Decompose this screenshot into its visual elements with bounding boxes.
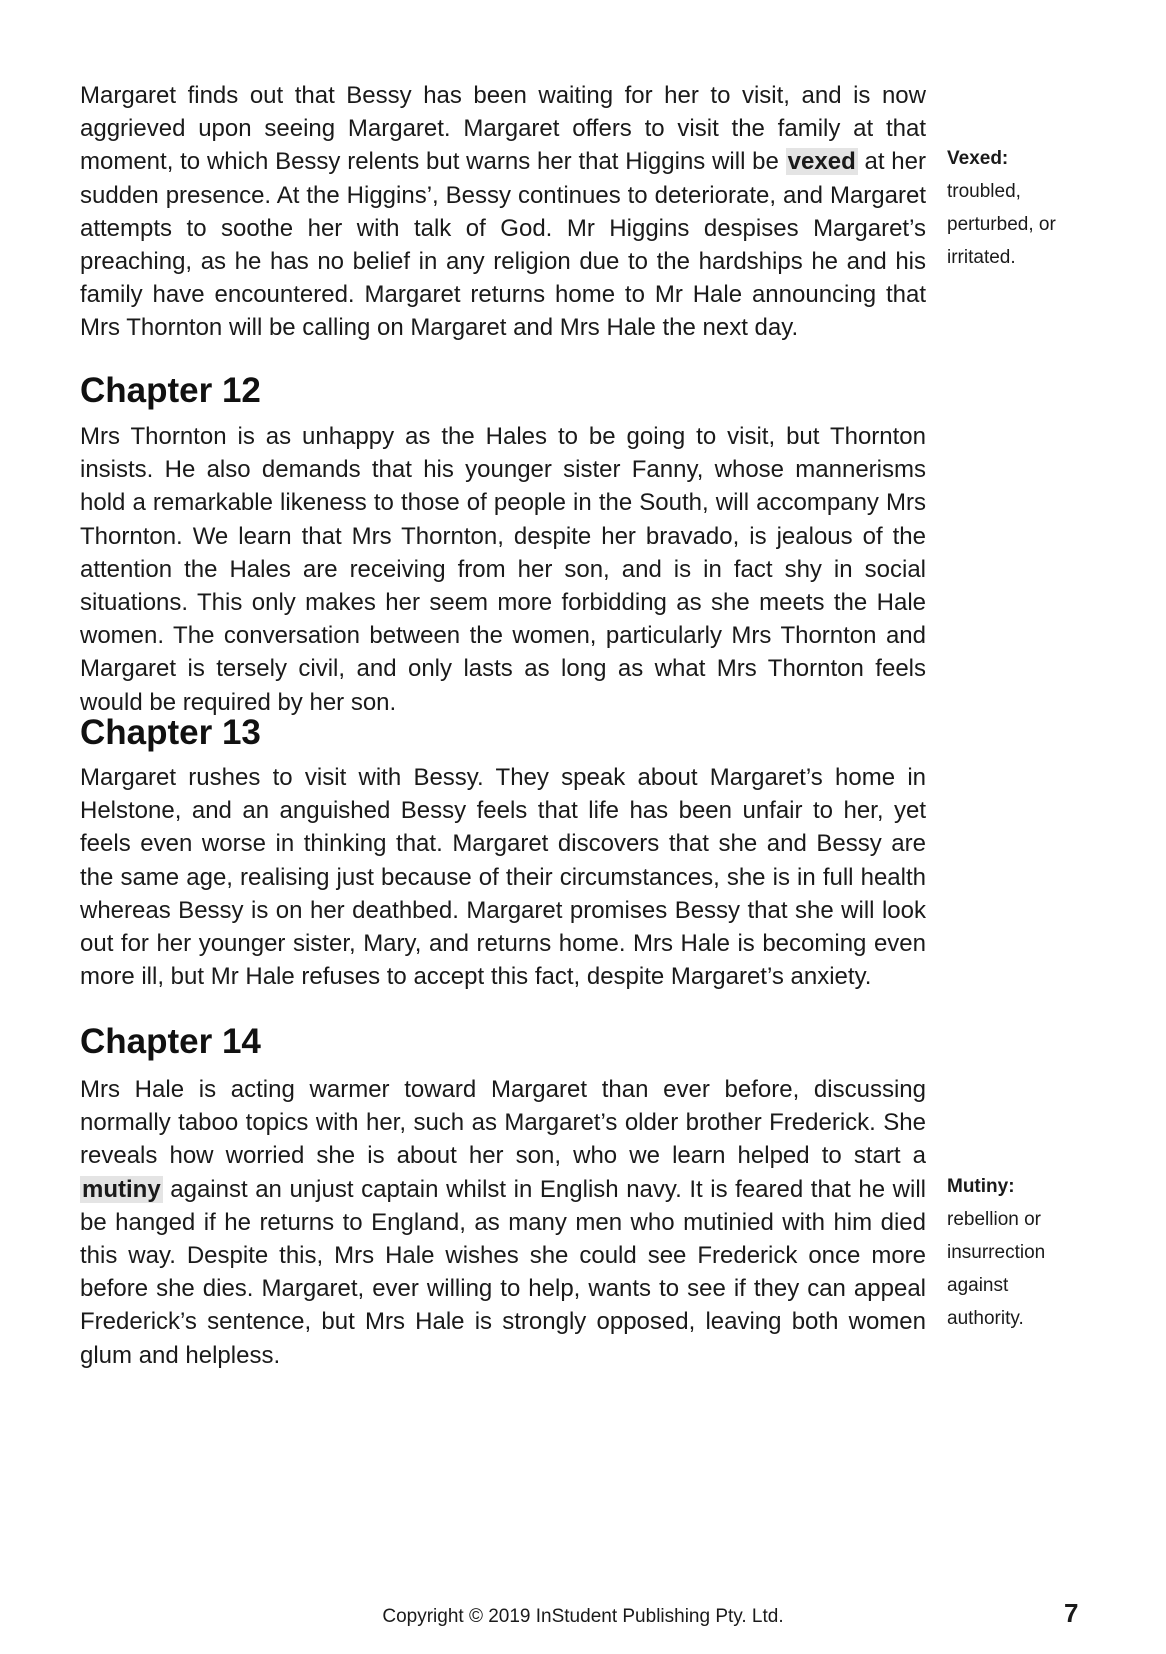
glossary-definition: rebellion or insurrection against authority. [947, 1209, 1046, 1329]
intro-section [80, 79, 926, 345]
glossary-term: Vexed: [947, 148, 1009, 169]
glossary-definition: troubled, perturbed, or irritated. [947, 181, 1056, 268]
glossary-term: Mutiny: [947, 1176, 1015, 1197]
chapter-14-heading: Chapter 14 [80, 1022, 261, 1061]
intro-text-b: at her sudden presence. At the Higgins’, Bessy continues to deteriorate, and Margaret attempts to soothe her with talk of God. Mr Higgins despises Margaret’s preaching, as he has no belief in any religion due to the hardships he and his family have encountered. Margaret returns home to Mr Hale announcing that Mrs Thornton will be calling on Margaret and Mrs Hale the next day. [80, 148, 926, 342]
glossary-note-mutiny [947, 1170, 1147, 1335]
chapter-14-section [80, 1073, 926, 1372]
copyright-footer: Copyright © 2019 InStudent Publishing Pty. Ltd. [382, 1606, 784, 1627]
chapter-13-paragraph: Margaret rushes to visit with Bessy. They speak about Margaret’s home in Helstone, and an anguished Bessy feels that life has been unfair to her, yet feels even worse in thinking that. Margaret discovers that she and Bessy are the same age, realising just because of their circumstances, she is in full health whereas Bessy is on her deathbed. Margaret promises Bessy that she will look out for her younger sister, Mary, and returns home. Mrs Hale is becoming even more ill, but Mr Hale refuses to accept this fact, despite Margaret’s anxiety. [80, 764, 926, 991]
chapter-12-heading: Chapter 12 [80, 371, 261, 410]
intro-text-a: Margaret finds out that Bessy has been waiting for her to visit, and is now aggrieved upon seeing Margaret. Margaret offers to visit the family at that moment, to which Bessy relents but warns her that Higgins will be [80, 82, 926, 176]
glossary-note-vexed [947, 142, 1147, 274]
chapter-13-section [80, 761, 926, 993]
page-number: 7 [1064, 1598, 1079, 1628]
chapter-14-text-b: against an unjust captain whilst in English navy. It is feared that he will be hanged if he returns to England, as many men who mutinied with him died this way. Despite this, Mrs Hale wishes she could see Frederick once more before she dies. Margaret, ever willing to help, wants to see if they can appeal Frederick’s sentence, but Mrs Hale is strongly opposed, leaving both women glum and helpless. [80, 1175, 926, 1369]
vocab-term-vexed[interactable]: vexed [787, 148, 856, 176]
chapter-14-text-a: Mrs Hale is acting warmer toward Margaret than ever before, discussing normally taboo topics with her, such as Margaret’s older brother Frederick. She reveals how worried she is about her son, who we learn helped to start a [80, 1076, 926, 1170]
vocab-term-mutiny[interactable]: mutiny [82, 1175, 161, 1203]
intro-paragraph [80, 79, 926, 345]
chapter-14-paragraph [80, 1073, 926, 1372]
chapter-12-section [80, 420, 926, 719]
chapter-12-paragraph: Mrs Thornton is as unhappy as the Hales to be going to visit, but Thornton insists. He also demands that his younger sister Fanny, whose mannerisms hold a remarkable likeness to those of people in the South, will accompany Mrs Thornton. We learn that Mrs Thornton, despite her bravado, is jealous of the attention the Hales are receiving from her son, and is in fact shy in social situations. This only makes her seem more forbidding as she meets the Hale women. The conversation between the women, particularly Mrs Thornton and Margaret is tersely civil, and only lasts as long as what Mrs Thornton feels would be required by her son. [80, 423, 926, 716]
chapter-13-heading: Chapter 13 [80, 713, 261, 752]
